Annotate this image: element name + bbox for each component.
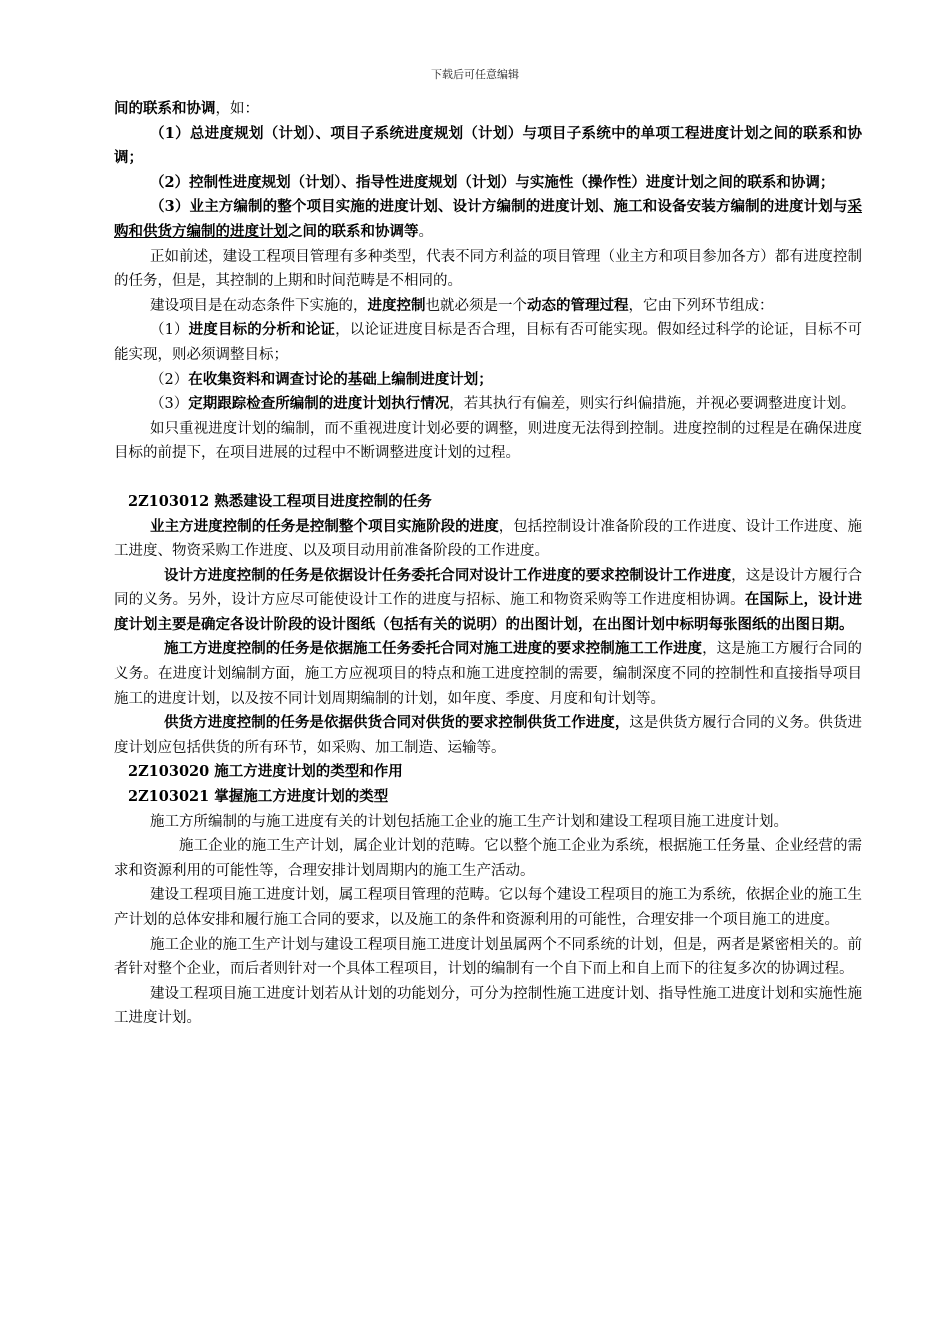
text: 。 [418, 223, 433, 240]
text: ，以论证进度目标是否合理，目标有否可能实现。假如经过科学的论证，目标不可能实现，则必须调整目标； [114, 322, 863, 363]
paragraph [114, 515, 862, 564]
section-heading: 2Z103021 掌握施工方进度计划的类型 [128, 788, 389, 806]
bold-text: 定期跟踪检查所编制的进度计划执行情况 [188, 395, 450, 413]
bold-text: 设计方进度控制的任务是依据设计任务委托合同对设计工作进度的要求控制设计工作进度 [164, 566, 732, 584]
bold-text: 进度目标的分析和论证 [188, 321, 336, 339]
spacer [114, 466, 862, 490]
text: （1） [150, 322, 189, 339]
text: （2） [150, 371, 189, 388]
section-heading: 2Z103012 熟悉建设工程项目进度控制的任务 [128, 492, 432, 510]
list-item [114, 368, 862, 393]
paragraph: 建设工程项目施工进度计划若从计划的功能划分，可分为控制性施工进度计划、指导性施工进度计划和实施性施工进度计划。 [114, 985, 862, 1027]
text: 这是供货方履行合同的义务。供货进度计划应包括供货的所有环节，如采购、加工制造、运输等。 [114, 715, 862, 756]
paragraph: 施工企业的施工生产计划，属企业计划的范畴。它以整个施工企业为系统，根据施工任务量、企业经营的需求和资源利用的可能性等，合理安排计划周期内的施工生产活动。 [114, 838, 862, 879]
text: （3） [150, 396, 189, 413]
bold-text: 动态的管理过程 [527, 296, 629, 314]
section-heading: 2Z103020 施工方进度计划的类型和作用 [128, 763, 403, 781]
paragraph: 施工方所编制的与施工进度有关的计划包括施工企业的施工生产计划和建设工程项目施工进度计划。 [150, 813, 788, 830]
paragraph [114, 97, 862, 122]
page-header: 下载后可任意编辑 [431, 68, 519, 81]
paragraph: 施工企业的施工生产计划与建设工程项目施工进度计划虽属两个不同系统的计划，但是，两者是紧密相关的。前者针对整个企业，而后者则针对一个具体工程项目，计划的编制有一个自下而上和自上而下的往复多次的协调过程。 [114, 936, 862, 978]
list-item: （2）控制性进度规划（计划）、指导性进度规划（计划）与实施性（操作性）进度计划之间的联系和协调； [150, 173, 835, 191]
text: ，如： [215, 101, 259, 117]
text: 也就必须是一个 [425, 297, 527, 314]
text: ，这是设计方履行合同的义务。另外，设计方应尽可能使设计工作的进度与招标、施工和物资采购等工作进度相协调。 [114, 567, 862, 609]
paragraph [114, 711, 862, 760]
paragraph: 如只重视进度计划的编制，而不重视进度计划必要的调整，则进度无法得到控制。进度控制的过程是在确保进度目标的前提下，在项目进展的过程中不断调整进度计划的过程。 [114, 420, 862, 462]
bold-text: 施工方进度控制的任务是依据施工任务委托合同对施工进度的要求控制施工工作进度 [164, 640, 703, 658]
bold-text: 间的联系和协调 [114, 100, 216, 117]
paragraph [114, 564, 862, 638]
text: ，包括控制设计准备阶段的工作进度、设计工作进度、施工进度、物资采购工作进度、以及项目动用前准备阶段的工作进度。 [114, 518, 862, 560]
paragraph [114, 637, 862, 711]
bold-text: 在收集资料和调查讨论的基础上编制进度计划； [188, 370, 493, 388]
text: ，若其执行有偏差，则实行纠偏措施，并视必要调整进度计划。 [449, 396, 856, 413]
paragraph: 正如前述，建设工程项目管理有多种类型，代表不同方利益的项目管理（业主方和项目参加各方）都有进度控制的任务，但是，其控制的上期和时间范畴是不相同的。 [114, 248, 862, 290]
document-body [114, 97, 862, 1031]
bold-text: （3）业主方编制的整个项目实施的进度计划、设计方编制的进度计划、施工和设备安装方编制的进度计划与 [150, 198, 848, 216]
list-item [114, 318, 862, 367]
list-item: （1）总进度规划（计划）、项目子系统进度规划（计划）与项目子系统中的单项工程进度计划之间的联系和协调； [114, 124, 862, 167]
list-item [114, 195, 862, 244]
text: ，它由下列环节组成： [628, 297, 774, 314]
text: 建设项目是在动态条件下实施的， [150, 297, 368, 314]
paragraph: 建设工程项目施工进度计划，属工程项目管理的范畴。它以每个建设工程项目的施工为系统，依据企业的施工生产计划的总体安排和履行施工合同的要求，以及施工的条件和资源利用的可能性，合理安排一个项目施工的进度。 [114, 887, 862, 928]
underlined-text: 采购和供货方编制的进度计划 [114, 198, 862, 240]
bold-text: 之间的联系和协调等 [288, 222, 419, 240]
list-item [114, 392, 862, 417]
bold-text: 在国际上，设计进度计划主要是确定各设计阶段的设计图纸（包括有关的说明）的出图计划，在出图计划中标明每张图纸的出图日期。 [114, 591, 863, 633]
text: ，这是施工方履行合同的义务。在进度计划编制方面，施工方应视项目的特点和施工进度控制的需要，编制深度不同的控制性和直接指导项目施工的进度计划，以及按不同计划周期编制的计划，如年度、季度、月度和旬计划等。 [114, 641, 863, 707]
paragraph [114, 294, 862, 319]
bold-text: 供货方进度控制的任务是依据供货合同对供货的要求控制供货工作进度， [164, 714, 630, 732]
bold-text: 进度控制 [367, 296, 426, 314]
bold-text: 业主方进度控制的任务是控制整个项目实施阶段的进度 [150, 517, 499, 535]
